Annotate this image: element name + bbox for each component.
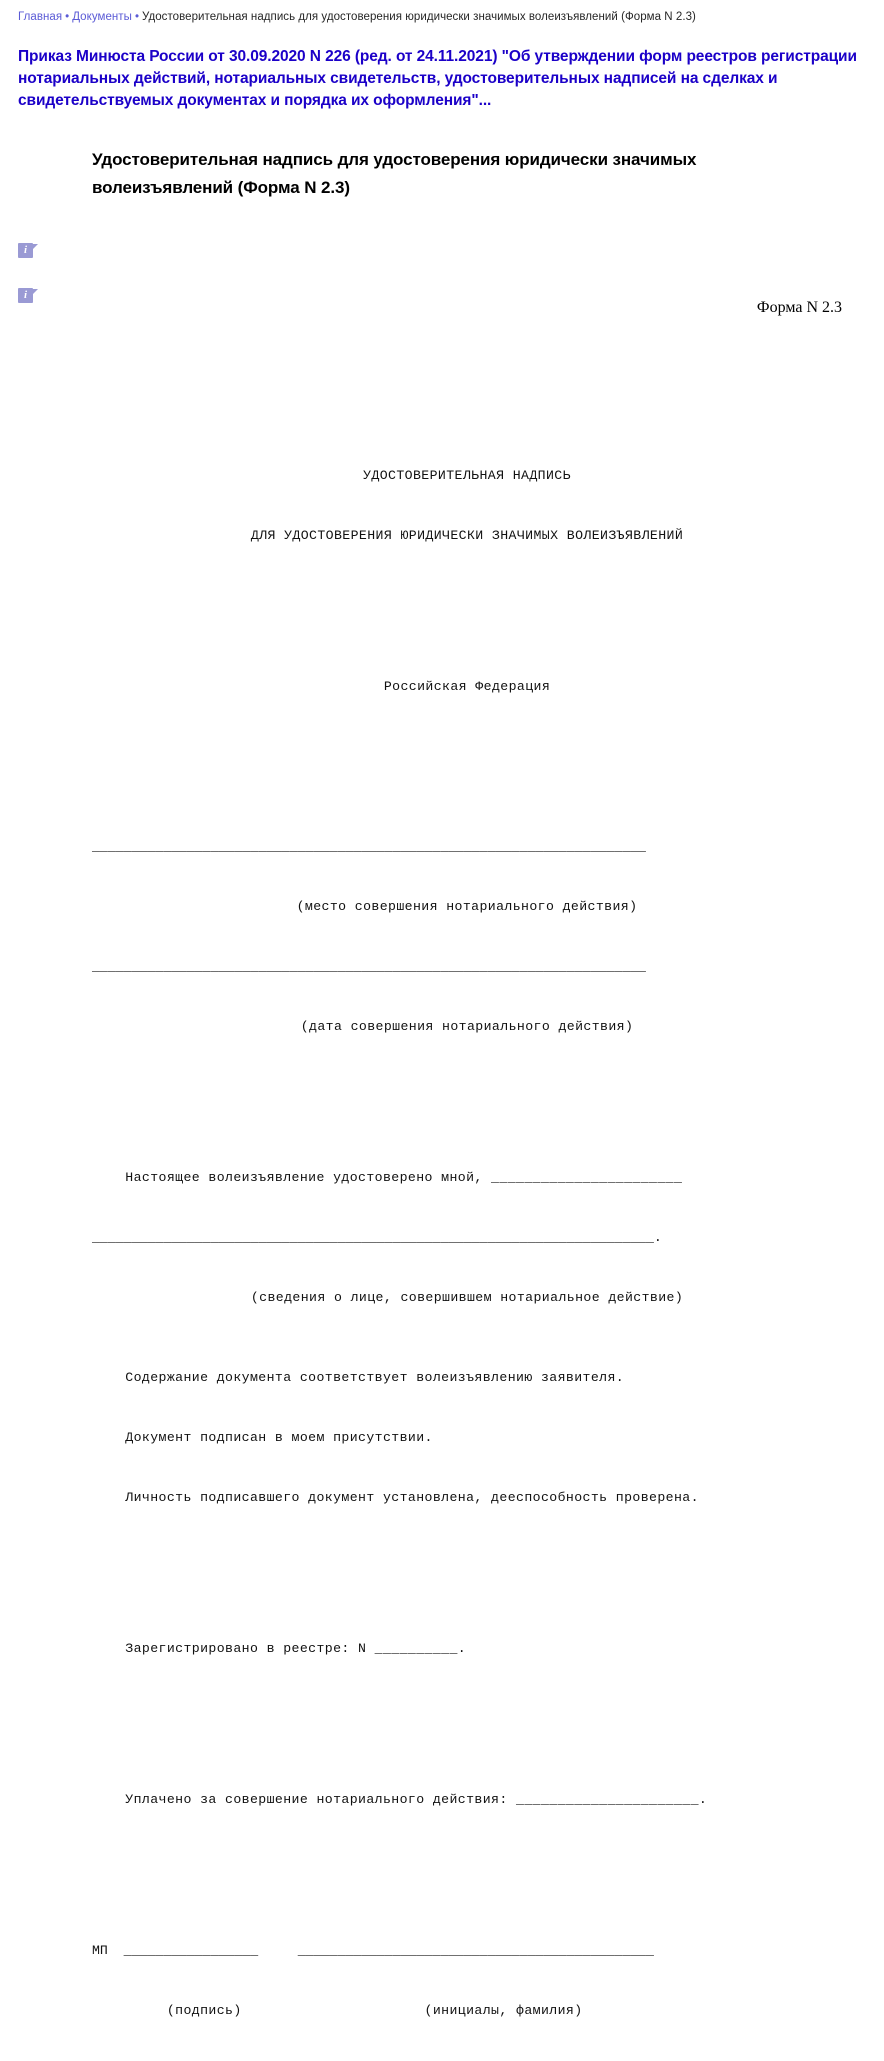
page-title: Удостоверительная надпись для удостоверения юридически значимых волеизъявлений (Форма N 2.3)	[92, 150, 697, 197]
blank-line-place: ______________________________________________________________________	[92, 839, 646, 854]
statement-identity-verified: Личность подписавшего документ установлена, дееспособность проверена.	[92, 1490, 699, 1505]
breadcrumb-item-home[interactable]: Главная	[18, 11, 63, 23]
breadcrumb-separator: •	[134, 11, 140, 23]
info-note-icon[interactable]	[18, 288, 37, 306]
info-glyph: i	[23, 289, 28, 301]
payment-line: Уплачено за совершение нотариального действия: ______________________.	[92, 1792, 708, 1807]
form-number: Форма N 2.3	[756, 299, 842, 316]
form-heading-line-2: ДЛЯ УДОСТОВЕРЕНИЯ ЮРИДИЧЕСКИ ЗНАЧИМЫХ ВОЛЕИЗЪЯВЛЕНИЙ	[250, 528, 684, 543]
caption-signature-and-name: (подпись) (инициалы, фамилия)	[92, 2003, 583, 2018]
breadcrumb-separator: •	[65, 11, 70, 23]
registry-number-line: Зарегистрировано в реестре: N __________.	[92, 1641, 467, 1656]
certification-statement-line: Настоящее волеизъявление удостоверено мной, _______________________	[92, 1170, 683, 1185]
caption-date-of-notarial-act: (дата совершения нотариального действия)	[300, 1019, 634, 1034]
form-country: Российская Федерация	[383, 679, 551, 694]
info-note-icon[interactable]	[18, 243, 37, 261]
caption-notary-details: (сведения о лице, совершившем нотариальное действие)	[250, 1290, 684, 1305]
info-bubble-tail	[33, 244, 38, 249]
breadcrumb-item-documents[interactable]: Документы	[72, 11, 132, 23]
certification-statement-continuation: _______________________________________________________________________.	[92, 1230, 662, 1245]
breadcrumb	[18, 10, 874, 25]
statement-signed-in-presence: Документ подписан в моем присутствии.	[92, 1430, 433, 1445]
info-glyph: i	[23, 244, 28, 256]
breadcrumb-item-current: Удостоверительная надпись для удостоверения юридически значимых волеизъявлений (Форма N 2.3)	[142, 11, 696, 23]
form-document-body	[92, 238, 842, 2061]
info-bubble-tail	[33, 289, 38, 294]
caption-place-of-notarial-act: (место совершения нотариального действия)	[296, 899, 638, 914]
signature-rule-row: МП _________________ _____________________________________________	[92, 1943, 654, 1958]
statement-document-content: Содержание документа соответствует волеизъявлению заявителя.	[92, 1370, 625, 1385]
blank-line-date: ______________________________________________________________________	[92, 959, 646, 974]
form-heading-line-1: УДОСТОВЕРИТЕЛЬНАЯ НАДПИСЬ	[363, 468, 571, 483]
law-reference-heading: Приказ Минюста России от 30.09.2020 N 226 (ред. от 24.11.2021) "Об утверждении форм реестров регистрации нотариальных действий, нотариальных свидетельств, удостоверительных надписей на сделках и свидетельствуемых документах и порядка их оформления"...	[18, 48, 857, 109]
